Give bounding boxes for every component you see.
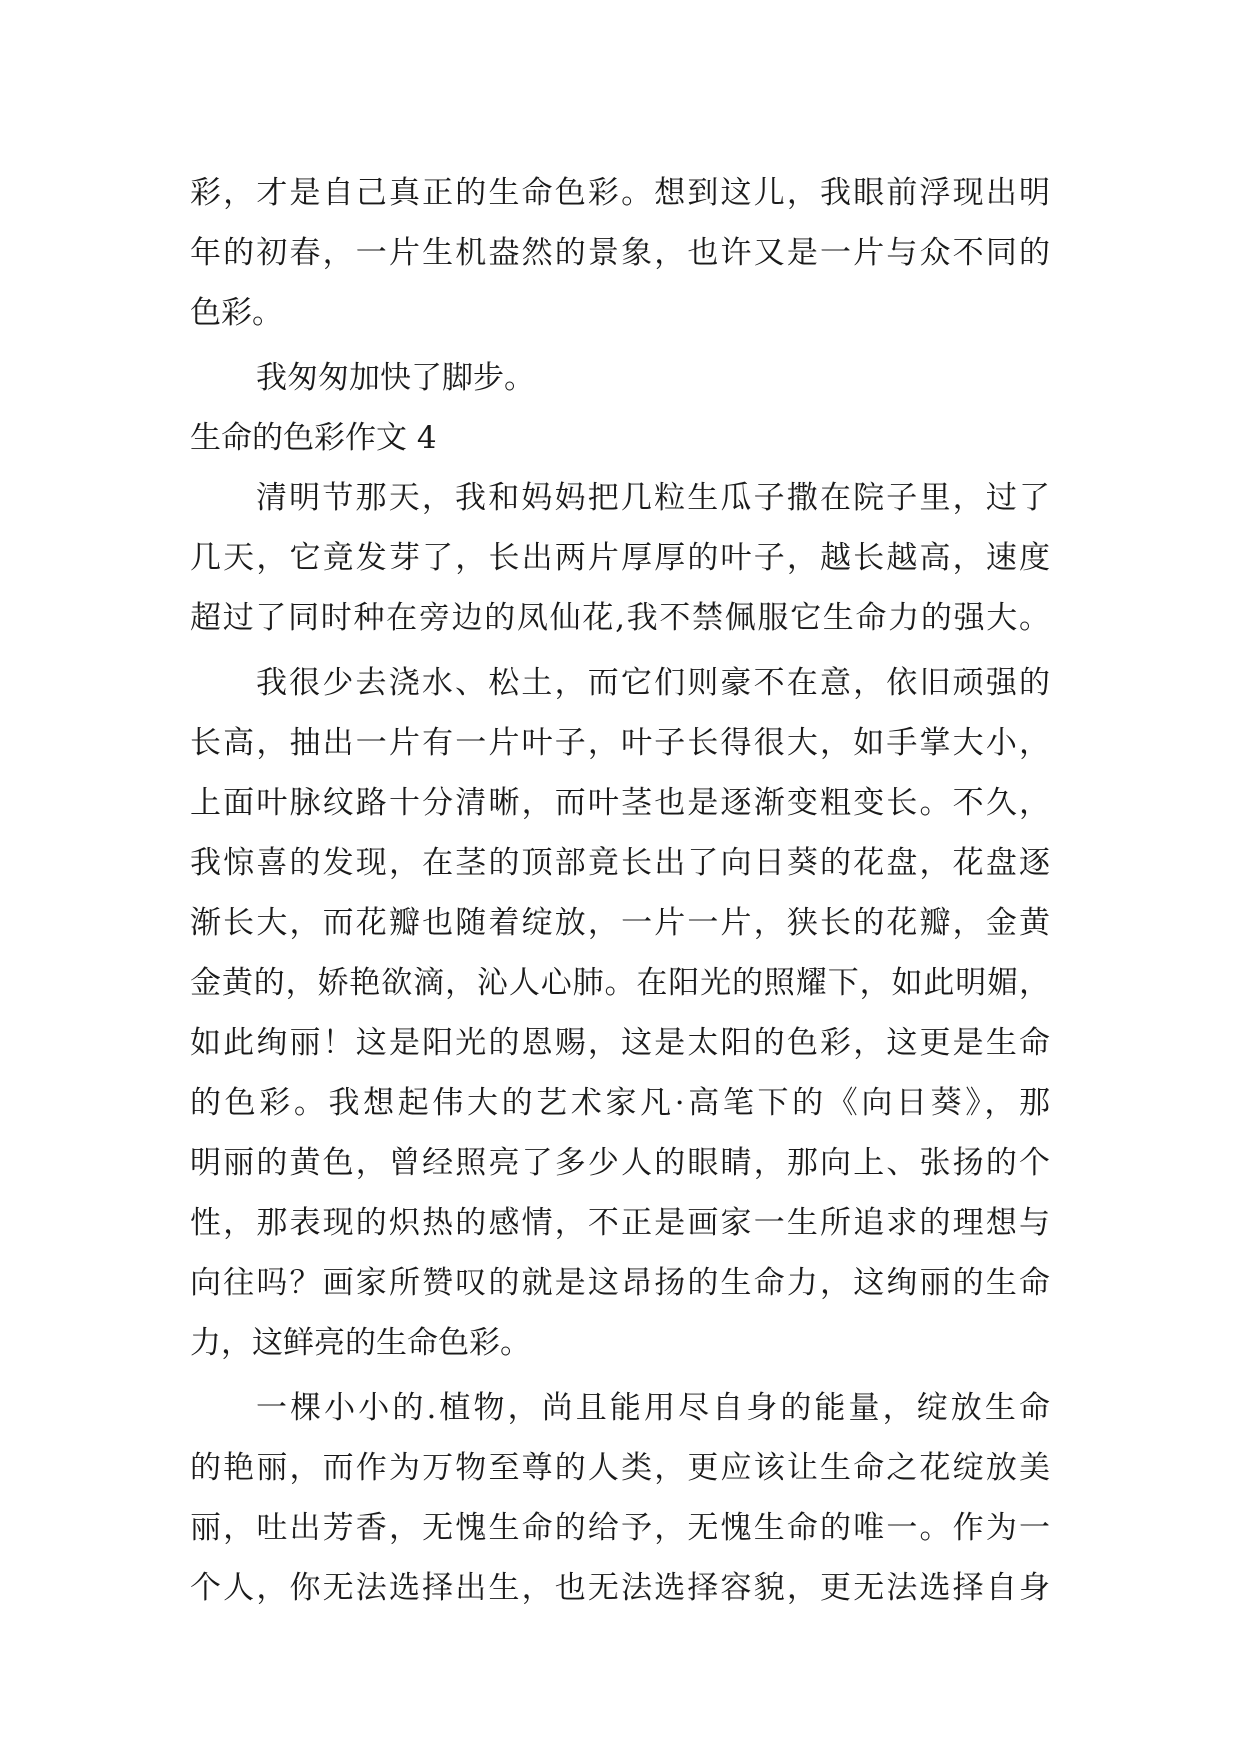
text-line: 几天，它竟发芽了，长出两片厚厚的叶子，越长越高，速度 bbox=[190, 540, 1050, 576]
text-line: 清明节那天，我和妈妈把几粒生瓜子撒在院子里，过了 bbox=[256, 480, 1050, 516]
paragraph bbox=[190, 348, 1050, 408]
text-line: 一棵小小的.植物，尚且能用尽自身的能量，绽放生命 bbox=[256, 1390, 1050, 1426]
paragraph bbox=[190, 163, 1050, 343]
text-line: 我匆匆加快了脚步。 bbox=[256, 360, 535, 396]
section-heading: 生命的色彩作文 4 bbox=[190, 420, 437, 456]
text-line: 渐长大，而花瓣也随着绽放，一片一片，狭长的花瓣，金黄 bbox=[190, 905, 1050, 941]
text-line: 超过了同时种在旁边的凤仙花,我不禁佩服它生命力的强大。 bbox=[190, 600, 1050, 636]
text-line: 我惊喜的发现，在茎的顶部竟长出了向日葵的花盘，花盘逐 bbox=[190, 845, 1050, 881]
paragraph bbox=[190, 653, 1050, 1373]
text-line: 的色彩。我想起伟大的艺术家凡·高笔下的《向日葵》，那 bbox=[190, 1085, 1050, 1121]
text-line: 长高，抽出一片有一片叶子，叶子长得很大，如手掌大小， bbox=[190, 725, 1050, 761]
text-line: 我很少去浇水、松土，而它们则豪不在意，依旧顽强的 bbox=[256, 665, 1050, 701]
text-line: 金黄的，娇艳欲滴，沁人心肺。在阳光的照耀下，如此明媚， bbox=[190, 965, 1050, 1001]
text-line: 个人，你无法选择出生，也无法选择容貌，更无法选择自身 bbox=[190, 1570, 1050, 1606]
text-line: 色彩。 bbox=[190, 295, 283, 331]
text-line: 向往吗？画家所赞叹的就是这昂扬的生命力，这绚丽的生命 bbox=[190, 1265, 1050, 1301]
text-line: 明丽的黄色，曾经照亮了多少人的眼睛，那向上、张扬的个 bbox=[190, 1145, 1050, 1181]
document-body bbox=[190, 163, 1050, 1618]
text-line: 年的初春，一片生机盎然的景象，也许又是一片与众不同的 bbox=[190, 235, 1050, 271]
text-line: 彩，才是自己真正的生命色彩。想到这儿，我眼前浮现出明 bbox=[190, 175, 1050, 211]
text-line: 如此绚丽！这是阳光的恩赐，这是太阳的色彩，这更是生命 bbox=[190, 1025, 1050, 1061]
text-line: 上面叶脉纹路十分清晰，而叶茎也是逐渐变粗变长。不久， bbox=[190, 785, 1050, 821]
text-line: 丽，吐出芳香，无愧生命的给予，无愧生命的唯一。作为一 bbox=[190, 1510, 1050, 1546]
paragraph bbox=[190, 468, 1050, 648]
text-line: 性，那表现的炽热的感情，不正是画家一生所追求的理想与 bbox=[190, 1205, 1050, 1241]
text-line: 力，这鲜亮的生命色彩。 bbox=[190, 1325, 531, 1361]
text-line: 的艳丽，而作为万物至尊的人类，更应该让生命之花绽放美 bbox=[190, 1450, 1050, 1486]
paragraph bbox=[190, 1378, 1050, 1618]
